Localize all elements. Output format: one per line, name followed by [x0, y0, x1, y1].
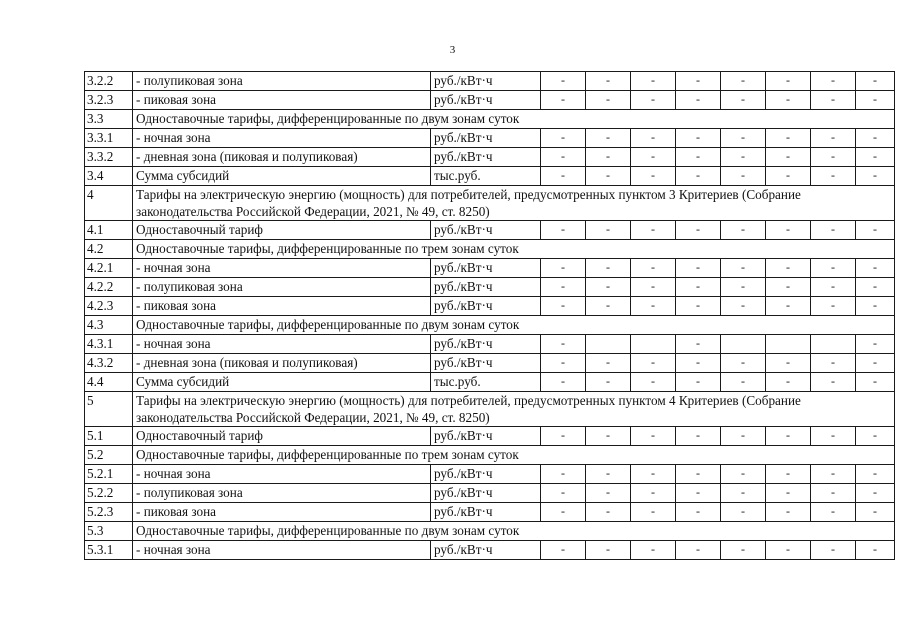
value-cell: -	[811, 148, 856, 167]
value-cell: -	[721, 167, 766, 186]
value-cell: -	[766, 541, 811, 560]
row-code: 4.2.1	[85, 259, 133, 278]
row-code: 3.3	[85, 110, 133, 129]
row-code: 4.3	[85, 316, 133, 335]
value-cell: -	[856, 335, 895, 354]
row-unit: тыс.руб.	[431, 167, 541, 186]
value-cell: -	[541, 373, 586, 392]
value-cell: -	[811, 259, 856, 278]
row-label: - дневная зона (пиковая и полупиковая)	[133, 354, 431, 373]
value-cell	[586, 335, 631, 354]
table-row	[85, 297, 895, 316]
value-cell: -	[631, 91, 676, 110]
section-row	[85, 110, 895, 129]
value-cell: -	[541, 72, 586, 91]
row-unit: руб./кВт·ч	[431, 259, 541, 278]
row-label: Одноставочный тариф	[133, 221, 431, 240]
value-cell: -	[586, 373, 631, 392]
value-cell: -	[856, 148, 895, 167]
value-cell: -	[541, 427, 586, 446]
value-cell: -	[631, 259, 676, 278]
row-unit: руб./кВт·ч	[431, 129, 541, 148]
table-row	[85, 541, 895, 560]
value-cell: -	[856, 278, 895, 297]
row-unit: руб./кВт·ч	[431, 221, 541, 240]
value-cell: -	[811, 354, 856, 373]
value-cell: -	[541, 129, 586, 148]
value-cell: -	[541, 503, 586, 522]
row-label: - пиковая зона	[133, 503, 431, 522]
table-row	[85, 91, 895, 110]
value-cell	[721, 335, 766, 354]
value-cell: -	[721, 373, 766, 392]
value-cell: -	[721, 259, 766, 278]
row-code: 4.3.2	[85, 354, 133, 373]
row-code: 4.2	[85, 240, 133, 259]
row-label: - ночная зона	[133, 129, 431, 148]
value-cell: -	[721, 427, 766, 446]
value-cell: -	[541, 259, 586, 278]
row-code: 3.4	[85, 167, 133, 186]
table-row	[85, 503, 895, 522]
table-row	[85, 373, 895, 392]
value-cell: -	[586, 167, 631, 186]
value-cell: -	[676, 148, 721, 167]
row-code: 5.3	[85, 522, 133, 541]
row-unit: руб./кВт·ч	[431, 91, 541, 110]
value-cell: -	[766, 148, 811, 167]
section-row	[85, 446, 895, 465]
row-code: 3.3.1	[85, 129, 133, 148]
value-cell: -	[856, 541, 895, 560]
row-unit: руб./кВт·ч	[431, 278, 541, 297]
row-unit: руб./кВт·ч	[431, 427, 541, 446]
row-label: - дневная зона (пиковая и полупиковая)	[133, 148, 431, 167]
value-cell: -	[856, 167, 895, 186]
value-cell: -	[541, 484, 586, 503]
value-cell: -	[721, 72, 766, 91]
value-cell: -	[856, 72, 895, 91]
row-code: 5	[85, 392, 133, 427]
section-title: Тарифы на электрическую энергию (мощность) для потребителей, предусмотренных пунктом 3 Критериев (Собрание законодательства Российской Федерации, 2021, № 49, ст. 8250)	[133, 186, 895, 221]
row-code: 3.2.2	[85, 72, 133, 91]
value-cell: -	[541, 541, 586, 560]
row-code: 4	[85, 186, 133, 221]
table-row	[85, 259, 895, 278]
value-cell: -	[811, 72, 856, 91]
row-label: Сумма субсидий	[133, 373, 431, 392]
value-cell: -	[541, 148, 586, 167]
row-code: 5.2	[85, 446, 133, 465]
section-title: Тарифы на электрическую энергию (мощность) для потребителей, предусмотренных пунктом 4 Критериев (Собрание законодательства Российской Федерации, 2021, № 49, ст. 8250)	[133, 392, 895, 427]
value-cell: -	[541, 297, 586, 316]
value-cell: -	[856, 427, 895, 446]
value-cell: -	[541, 354, 586, 373]
value-cell: -	[586, 354, 631, 373]
row-code: 3.2.3	[85, 91, 133, 110]
table-row	[85, 465, 895, 484]
value-cell: -	[586, 259, 631, 278]
value-cell: -	[721, 354, 766, 373]
row-label: - ночная зона	[133, 465, 431, 484]
value-cell: -	[721, 278, 766, 297]
value-cell: -	[631, 541, 676, 560]
row-unit: руб./кВт·ч	[431, 541, 541, 560]
value-cell: -	[676, 354, 721, 373]
value-cell: -	[631, 427, 676, 446]
value-cell: -	[721, 541, 766, 560]
value-cell: -	[856, 221, 895, 240]
section-title: Одноставочные тарифы, дифференцированные по двум зонам суток	[133, 110, 895, 129]
table-row	[85, 129, 895, 148]
row-label: - ночная зона	[133, 259, 431, 278]
row-code: 5.3.1	[85, 541, 133, 560]
value-cell: -	[721, 297, 766, 316]
value-cell: -	[766, 72, 811, 91]
section-row	[85, 240, 895, 259]
value-cell: -	[811, 297, 856, 316]
value-cell: -	[541, 278, 586, 297]
table-row	[85, 278, 895, 297]
value-cell: -	[766, 129, 811, 148]
value-cell: -	[541, 335, 586, 354]
section-row	[85, 522, 895, 541]
value-cell: -	[856, 373, 895, 392]
value-cell: -	[631, 148, 676, 167]
value-cell: -	[676, 541, 721, 560]
value-cell: -	[811, 373, 856, 392]
value-cell: -	[766, 221, 811, 240]
value-cell: -	[586, 503, 631, 522]
value-cell: -	[631, 221, 676, 240]
value-cell: -	[631, 373, 676, 392]
row-label: - полупиковая зона	[133, 484, 431, 503]
table-row	[85, 427, 895, 446]
value-cell: -	[766, 297, 811, 316]
row-unit: руб./кВт·ч	[431, 72, 541, 91]
value-cell: -	[676, 373, 721, 392]
value-cell: -	[766, 167, 811, 186]
section-row	[85, 316, 895, 335]
value-cell: -	[586, 91, 631, 110]
value-cell: -	[541, 167, 586, 186]
value-cell: -	[586, 427, 631, 446]
value-cell: -	[676, 427, 721, 446]
value-cell: -	[721, 91, 766, 110]
value-cell	[766, 335, 811, 354]
row-code: 5.2.1	[85, 465, 133, 484]
value-cell: -	[766, 427, 811, 446]
value-cell: -	[721, 503, 766, 522]
value-cell: -	[811, 484, 856, 503]
value-cell: -	[811, 541, 856, 560]
section-row	[85, 186, 895, 221]
row-label: - ночная зона	[133, 335, 431, 354]
table-row	[85, 335, 895, 354]
row-unit: руб./кВт·ч	[431, 465, 541, 484]
value-cell: -	[856, 465, 895, 484]
table-row	[85, 354, 895, 373]
row-code: 4.2.2	[85, 278, 133, 297]
value-cell: -	[811, 129, 856, 148]
value-cell: -	[856, 354, 895, 373]
value-cell: -	[631, 278, 676, 297]
table-row	[85, 221, 895, 240]
row-code: 4.4	[85, 373, 133, 392]
value-cell: -	[721, 465, 766, 484]
value-cell: -	[856, 259, 895, 278]
value-cell: -	[811, 278, 856, 297]
value-cell: -	[811, 427, 856, 446]
value-cell: -	[631, 129, 676, 148]
value-cell: -	[586, 484, 631, 503]
value-cell: -	[811, 91, 856, 110]
row-code: 5.2.2	[85, 484, 133, 503]
section-title: Одноставочные тарифы, дифференцированные по трем зонам суток	[133, 446, 895, 465]
value-cell: -	[676, 91, 721, 110]
value-cell: -	[856, 129, 895, 148]
value-cell: -	[811, 221, 856, 240]
row-code: 5.1	[85, 427, 133, 446]
row-unit: руб./кВт·ч	[431, 484, 541, 503]
row-label: - пиковая зона	[133, 91, 431, 110]
value-cell: -	[856, 297, 895, 316]
value-cell: -	[631, 484, 676, 503]
value-cell: -	[856, 91, 895, 110]
value-cell: -	[721, 129, 766, 148]
value-cell: -	[541, 221, 586, 240]
table-row	[85, 148, 895, 167]
row-unit: руб./кВт·ч	[431, 297, 541, 316]
table-row	[85, 484, 895, 503]
row-unit: руб./кВт·ч	[431, 148, 541, 167]
value-cell: -	[676, 221, 721, 240]
section-title: Одноставочные тарифы, дифференцированные по трем зонам суток	[133, 240, 895, 259]
value-cell: -	[766, 91, 811, 110]
row-code: 4.3.1	[85, 335, 133, 354]
value-cell: -	[631, 354, 676, 373]
row-label: - ночная зона	[133, 541, 431, 560]
row-label: Одноставочный тариф	[133, 427, 431, 446]
value-cell: -	[766, 503, 811, 522]
value-cell: -	[676, 167, 721, 186]
tariff-table	[84, 71, 895, 560]
row-unit: тыс.руб.	[431, 373, 541, 392]
row-label: Сумма субсидий	[133, 167, 431, 186]
value-cell: -	[631, 465, 676, 484]
table-row	[85, 72, 895, 91]
row-label: - пиковая зона	[133, 297, 431, 316]
value-cell: -	[676, 259, 721, 278]
value-cell: -	[586, 465, 631, 484]
value-cell: -	[676, 503, 721, 522]
value-cell: -	[676, 465, 721, 484]
value-cell: -	[586, 297, 631, 316]
tariff-table-body	[85, 72, 895, 560]
value-cell: -	[766, 278, 811, 297]
value-cell: -	[766, 259, 811, 278]
value-cell: -	[721, 148, 766, 167]
value-cell	[631, 335, 676, 354]
value-cell	[811, 335, 856, 354]
value-cell: -	[631, 297, 676, 316]
row-code: 3.3.2	[85, 148, 133, 167]
section-row	[85, 392, 895, 427]
row-code: 4.2.3	[85, 297, 133, 316]
row-unit: руб./кВт·ч	[431, 335, 541, 354]
value-cell: -	[631, 167, 676, 186]
value-cell: -	[856, 503, 895, 522]
value-cell: -	[586, 72, 631, 91]
value-cell: -	[586, 129, 631, 148]
value-cell: -	[676, 72, 721, 91]
page-number: 3	[449, 44, 456, 56]
value-cell: -	[766, 465, 811, 484]
row-label: - полупиковая зона	[133, 72, 431, 91]
value-cell: -	[811, 465, 856, 484]
table-row	[85, 167, 895, 186]
value-cell: -	[541, 91, 586, 110]
row-code: 4.1	[85, 221, 133, 240]
value-cell: -	[721, 221, 766, 240]
section-title: Одноставочные тарифы, дифференцированные по двум зонам суток	[133, 522, 895, 541]
value-cell: -	[856, 484, 895, 503]
row-label: - полупиковая зона	[133, 278, 431, 297]
row-code: 5.2.3	[85, 503, 133, 522]
value-cell: -	[541, 465, 586, 484]
value-cell: -	[676, 297, 721, 316]
row-unit: руб./кВт·ч	[431, 354, 541, 373]
value-cell: -	[586, 148, 631, 167]
value-cell: -	[766, 373, 811, 392]
value-cell: -	[586, 278, 631, 297]
row-unit: руб./кВт·ч	[431, 503, 541, 522]
value-cell: -	[586, 541, 631, 560]
value-cell: -	[631, 72, 676, 91]
value-cell: -	[631, 503, 676, 522]
value-cell: -	[676, 278, 721, 297]
value-cell: -	[676, 484, 721, 503]
value-cell: -	[811, 167, 856, 186]
value-cell: -	[811, 503, 856, 522]
section-title: Одноставочные тарифы, дифференцированные по двум зонам суток	[133, 316, 895, 335]
value-cell: -	[721, 484, 766, 503]
value-cell: -	[676, 129, 721, 148]
value-cell: -	[766, 484, 811, 503]
value-cell: -	[676, 335, 721, 354]
value-cell: -	[766, 354, 811, 373]
value-cell: -	[586, 221, 631, 240]
